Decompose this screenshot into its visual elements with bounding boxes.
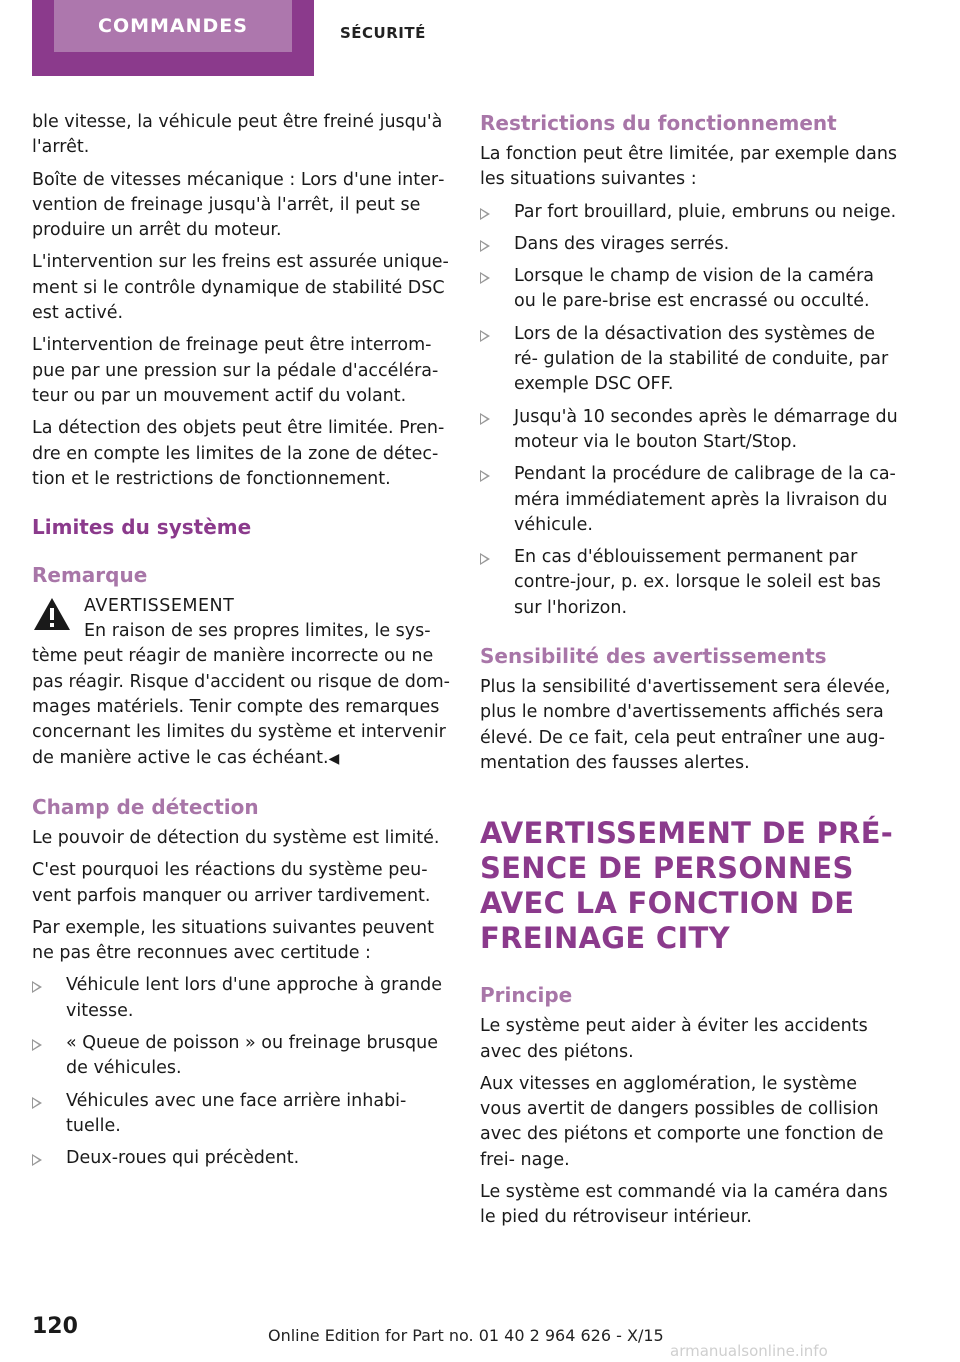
paragraph: La fonction peut être limitée, par exemple dans les situations suivantes : xyxy=(480,144,898,190)
warning-block xyxy=(32,594,452,772)
section-title: AVERTISSEMENT DE PRÉ‐ SENCE DE PERSONNES AVEC LA FONCTION DE FREINAGE CITY xyxy=(480,816,894,956)
sensitivity-heading: Sensibilité des avertissements xyxy=(480,644,827,669)
end-mark-icon: ◀ xyxy=(328,750,340,767)
paragraph: Plus la sensibilité d'avertissement sera élevée, plus le nombre d'avertissements affichés sera élevé. De ce fait, cela peut entraîner une aug‐ mentation des fausses alertes. xyxy=(480,677,891,773)
paragraph: Le système est commandé via la caméra dans le pied du rétroviseur intérieur. xyxy=(480,1182,888,1228)
bullet-triangle-icon xyxy=(480,413,490,425)
page-number: 120 xyxy=(32,1314,78,1339)
edition-footer: Online Edition for Part no. 01 40 2 964 626 - X/15 xyxy=(268,1326,664,1345)
bullet-triangle-icon xyxy=(32,1154,42,1166)
paragraph: Le système peut aider à éviter les accidents avec des piétons. xyxy=(480,1016,868,1062)
list-item: Jusqu'à 10 secondes après le démarrage du moteur via le bouton Start/Stop. xyxy=(480,405,900,456)
list-item: En cas d'éblouissement permanent par contre-jour, p. ex. lorsque le soleil est bas sur l'horizon. xyxy=(480,545,900,621)
warning-triangle-icon xyxy=(32,596,72,632)
bullet-triangle-icon xyxy=(32,1097,42,1109)
list-item: Véhicule lent lors d'une approche à grande vitesse. xyxy=(32,973,452,1024)
limits-heading: Limites du système xyxy=(32,515,252,540)
right-column xyxy=(480,110,900,1238)
bullet-triangle-icon xyxy=(32,1039,42,1051)
tab-securite[interactable]: SÉCURITÉ xyxy=(340,24,426,42)
remark-heading: Remarque xyxy=(32,563,148,588)
list-item: Véhicules avec une face arrière inhabi‐ tuelle. xyxy=(32,1089,452,1140)
restrictions-heading: Restrictions du fonctionnement xyxy=(480,111,837,135)
bullet-triangle-icon xyxy=(480,208,490,220)
principe-heading: Principe xyxy=(480,983,573,1008)
tab-commandes-label: COMMANDES xyxy=(54,0,292,52)
warning-text-rest: tème peut réagir de manière incorrecte ou ne pas réagir. Risque d'accident ou risque de dom‐ mages matériels. Tenir compte des remarques concernant les limites du système et intervenir de manière active le cas échéant. xyxy=(32,646,450,768)
warning-text-first: En raison de ses propres limites, le sys‐ xyxy=(84,621,431,642)
bullet-triangle-icon xyxy=(480,272,490,284)
list-item: Lorsque le champ de vision de la caméra ou le pare-brise est encrassé ou occulté. xyxy=(480,264,900,315)
warning-text xyxy=(32,644,452,771)
warning-label: AVERTISSEMENT xyxy=(84,596,235,617)
bullet-triangle-icon xyxy=(480,553,490,565)
bullet-triangle-icon xyxy=(480,330,490,342)
paragraph: L'intervention de freinage peut être interrom‐ pue par une pression sur la pédale d'accéléra‐ teur ou par un mouvement actif du volant. xyxy=(32,335,439,406)
detection-list xyxy=(32,973,452,1171)
bullet-triangle-icon xyxy=(480,470,490,482)
paragraph: C'est pourquoi les réactions du système peu‐ vent parfois manquer ou arriver tardivement. xyxy=(32,860,431,906)
watermark: armanualsonline.info xyxy=(670,1342,828,1360)
paragraph: L'intervention sur les freins est assurée unique‐ ment si le contrôle dynamique de stabilité DSC est activé. xyxy=(32,252,449,324)
paragraph: Aux vitesses en agglomération, le système vous avertit de dangers possibles de collision avec des piétons et comporte une fonction de frei‐ nage. xyxy=(480,1073,884,1170)
list-item: « Queue de poisson » ou freinage brusque de véhicules. xyxy=(32,1031,452,1082)
list-item: Pendant la procédure de calibrage de la ca‐ méra immédiatement après la livraison du véhicule. xyxy=(480,462,900,538)
paragraph: Boîte de vitesses mécanique : Lors d'une inter‐ vention de freinage jusqu'à l'arrêt, il peut se produire un arrêt du moteur. xyxy=(32,169,445,241)
paragraph: Par exemple, les situations suivantes peuvent ne pas être reconnues avec certitude : xyxy=(32,917,434,964)
restrictions-list xyxy=(480,200,900,621)
list-item: Deux-roues qui précèdent. xyxy=(32,1146,452,1171)
paragraph: La détection des objets peut être limitée. Pren‐ dre en compte les limites de la zone de détec‐ tion et le restrictions de fonctionnement. xyxy=(32,418,445,489)
list-item: Par fort brouillard, pluie, embruns ou neige. xyxy=(480,200,900,225)
paragraph: ble vitesse, la véhicule peut être freiné jusqu'à l'arrêt. xyxy=(32,112,443,158)
paragraph: Le pouvoir de détection du système est limité. xyxy=(32,827,440,848)
list-item: Dans des virages serrés. xyxy=(480,232,900,257)
tab-commandes[interactable] xyxy=(32,0,314,76)
bullet-triangle-icon xyxy=(480,240,490,252)
list-item: Lors de la désactivation des systèmes de ré‐ gulation de la stabilité de conduite, par exemple DSC OFF. xyxy=(480,322,900,398)
left-column xyxy=(32,110,452,1179)
bullet-triangle-icon xyxy=(32,981,42,993)
detection-heading: Champ de détection xyxy=(32,794,259,819)
